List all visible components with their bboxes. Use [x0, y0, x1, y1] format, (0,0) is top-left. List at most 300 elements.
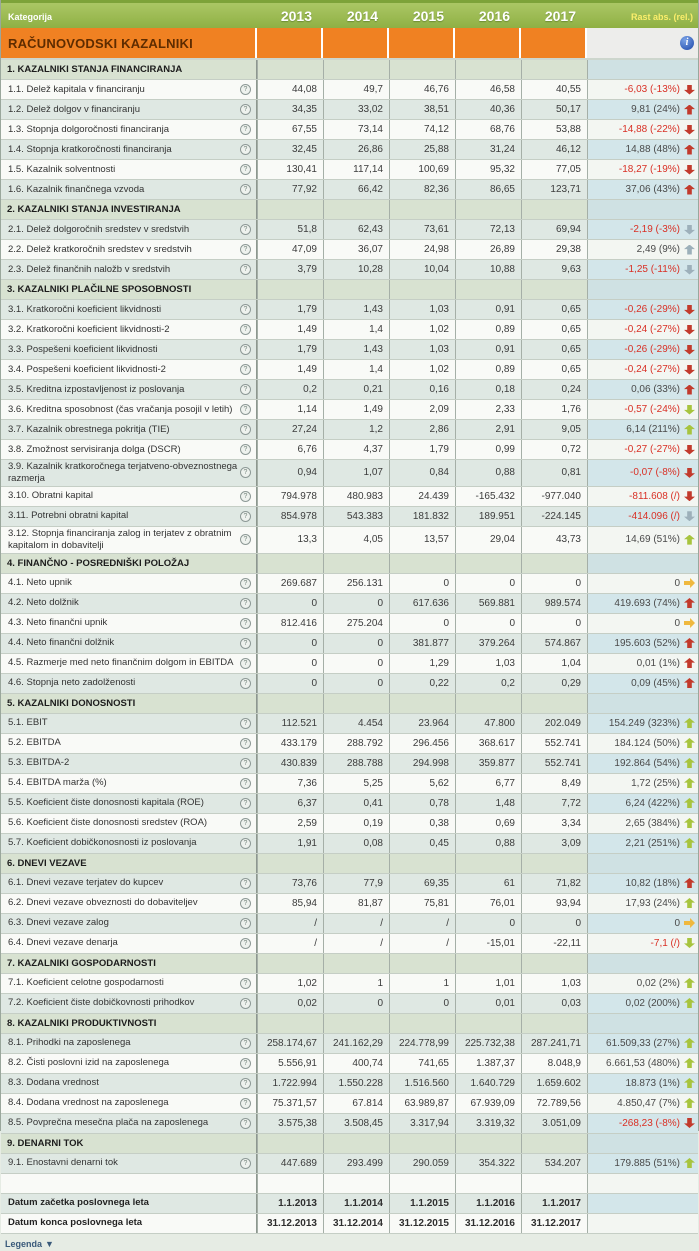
year-value: 0,88 [455, 460, 521, 486]
year-value: 43,73 [521, 527, 587, 553]
growth-cell [587, 180, 698, 199]
growth-value: 179.885 (51%) [614, 1157, 680, 1169]
trend-up-icon [684, 185, 695, 195]
year-value: 63.989,87 [389, 1094, 455, 1113]
indicator-label-cell [1, 894, 257, 913]
indicator-row [1, 714, 698, 734]
year-value: 40,36 [455, 100, 521, 119]
year-value: 0,16 [389, 380, 455, 399]
indicator-label-cell [1, 594, 257, 613]
year-value: 181.832 [389, 507, 455, 526]
help-icon[interactable]: ? [240, 838, 251, 849]
indicator-row [1, 774, 698, 794]
help-icon[interactable]: ? [240, 578, 251, 589]
year-value: 6,77 [455, 774, 521, 793]
indicator-label: 2.2. Delež kratkoročnih sredstev v sredstvih [8, 243, 192, 255]
year-value: 0,02 [257, 994, 323, 1013]
year-value: -165.432 [455, 487, 521, 506]
year-value: 24,98 [389, 240, 455, 259]
growth-cell [587, 100, 698, 119]
indicator-label: 3.7. Kazalnik obrestnega pokritja (TIE) [8, 423, 170, 435]
year-value: 95,32 [455, 160, 521, 179]
year-value: 73,14 [323, 120, 389, 139]
trend-right-icon [684, 578, 695, 588]
year-value: 1,49 [257, 320, 323, 339]
year-value: 5,62 [389, 774, 455, 793]
indicator-row [1, 734, 698, 754]
section-year-cell [455, 854, 521, 873]
indicator-label-cell [1, 974, 257, 993]
indicator-row [1, 420, 698, 440]
help-icon[interactable]: ? [240, 244, 251, 255]
growth-cell [587, 80, 698, 99]
category-header: Kategorija [8, 12, 53, 22]
growth-cell [587, 814, 698, 833]
year-value: 1.550.228 [323, 1074, 389, 1093]
trend-up-icon [684, 758, 695, 768]
section-title: 9. DENARNI TOK [1, 1134, 257, 1153]
indicator-label-cell [1, 320, 257, 339]
help-icon[interactable]: ? [240, 467, 251, 478]
indicator-row [1, 1154, 698, 1174]
footer-value: 31.12.2014 [323, 1214, 389, 1233]
year-value: 296.456 [389, 734, 455, 753]
help-icon[interactable]: ? [240, 144, 251, 155]
year-value: 1,02 [257, 974, 323, 993]
section-header-row [1, 554, 698, 574]
help-icon[interactable]: ? [240, 998, 251, 1009]
help-icon[interactable]: ? [240, 364, 251, 375]
year-value: 10,88 [455, 260, 521, 279]
trend-down-icon [684, 938, 695, 948]
year-value: 0,89 [455, 320, 521, 339]
help-icon[interactable]: ? [240, 444, 251, 455]
year-value: 2,33 [455, 400, 521, 419]
year-value: 269.687 [257, 574, 323, 593]
indicator-row [1, 674, 698, 694]
info-icon[interactable]: i [680, 36, 694, 50]
growth-value: 0 [674, 577, 680, 589]
year-value: 85,94 [257, 894, 323, 913]
section-year-cell [521, 1014, 587, 1033]
trend-up-icon [684, 738, 695, 748]
indicator-label-cell [1, 734, 257, 753]
section-year-cell [389, 694, 455, 713]
year-value: 0 [521, 574, 587, 593]
growth-cell [587, 300, 698, 319]
help-icon[interactable]: ? [240, 798, 251, 809]
help-icon[interactable]: ? [240, 818, 251, 829]
help-icon[interactable]: ? [240, 534, 251, 545]
year-value: 112.521 [257, 714, 323, 733]
section-growth-cell [587, 954, 698, 973]
year-value: 569.881 [455, 594, 521, 613]
year-value: / [323, 914, 389, 933]
trend-up-icon [684, 105, 695, 115]
year-header: 2015 [412, 8, 444, 24]
year-value: 10,28 [323, 260, 389, 279]
year-value: 5,25 [323, 774, 389, 793]
legend-label: Legenda [5, 1238, 43, 1249]
section-growth-cell [587, 60, 698, 79]
year-value: / [323, 934, 389, 953]
help-icon[interactable]: ? [240, 758, 251, 769]
trend-down-icon [684, 305, 695, 315]
trend-up-icon [684, 1078, 695, 1088]
indicator-label-cell [1, 380, 257, 399]
indicator-label: 3.2. Kratkoročni koeficient likvidnosti-2 [8, 323, 170, 335]
indicator-label-cell [1, 994, 257, 1013]
growth-cell [587, 774, 698, 793]
year-value: 1,4 [323, 320, 389, 339]
year-value: 29,38 [521, 240, 587, 259]
indicator-label: 5.7. Koeficient dobičkonosnosti iz poslovanja [8, 837, 197, 849]
indicator-label-cell [1, 120, 257, 139]
year-value: 275.204 [323, 614, 389, 633]
year-value: 5.556,91 [257, 1054, 323, 1073]
indicator-row [1, 400, 698, 420]
year-value: 8.048,9 [521, 1054, 587, 1073]
trend-down-icon [684, 405, 695, 415]
help-icon[interactable]: ? [240, 1078, 251, 1089]
year-value: 552.741 [521, 734, 587, 753]
growth-cell [587, 440, 698, 459]
indicator-row [1, 160, 698, 180]
year-value: 0,94 [257, 460, 323, 486]
help-icon[interactable]: ? [240, 898, 251, 909]
growth-value: 18.873 (1%) [625, 1077, 680, 1089]
growth-cell [587, 1094, 698, 1113]
year-value: 27,24 [257, 420, 323, 439]
indicator-label-cell [1, 507, 257, 526]
section-year-cell [455, 554, 521, 573]
year-value: 0 [257, 654, 323, 673]
help-icon[interactable]: ? [240, 638, 251, 649]
footer-value: 31.12.2016 [455, 1214, 521, 1233]
help-icon[interactable]: ? [240, 384, 251, 395]
growth-cell [587, 754, 698, 773]
indicator-row [1, 614, 698, 634]
help-icon[interactable]: ? [240, 1098, 251, 1109]
help-icon[interactable]: ? [240, 1058, 251, 1069]
section-year-cell [323, 200, 389, 219]
growth-value: 14,69 (51%) [625, 534, 680, 546]
help-icon[interactable]: ? [240, 511, 251, 522]
section-year-cell [257, 954, 323, 973]
footer-label-cell [1, 1194, 257, 1213]
indicator-label: 5.6. Koeficient čiste donosnosti sredstev (ROA) [8, 817, 208, 829]
year-value: 3.319,32 [455, 1114, 521, 1133]
growth-cell [587, 260, 698, 279]
year-value: 23.964 [389, 714, 455, 733]
year-value: 288.788 [323, 754, 389, 773]
indicator-row [1, 794, 698, 814]
year-value: 812.416 [257, 614, 323, 633]
indicator-row [1, 934, 698, 954]
year-value: 1,49 [323, 400, 389, 419]
year-value: 359.877 [455, 754, 521, 773]
help-icon[interactable]: ? [240, 304, 251, 315]
year-value: 0 [389, 574, 455, 593]
indicator-label-cell [1, 487, 257, 506]
help-icon[interactable]: ? [240, 658, 251, 669]
year-value: 49,7 [323, 80, 389, 99]
indicator-label-cell [1, 774, 257, 793]
indicator-label: 1.2. Delež dolgov v financiranju [8, 103, 141, 115]
year-value: 25,88 [389, 140, 455, 159]
year-value: 617.636 [389, 594, 455, 613]
growth-cell [587, 1034, 698, 1053]
year-value: 0,89 [455, 360, 521, 379]
help-icon[interactable]: ? [240, 491, 251, 502]
year-value: 3,34 [521, 814, 587, 833]
trend-up-icon [684, 535, 695, 545]
spacer-year-cell [323, 1174, 389, 1193]
year-value: 1,76 [521, 400, 587, 419]
growth-cell [587, 894, 698, 913]
year-value: 72,13 [455, 220, 521, 239]
trend-up-icon [684, 598, 695, 608]
help-icon[interactable]: ? [240, 778, 251, 789]
trend-up-icon [684, 678, 695, 688]
year-value: 400,74 [323, 1054, 389, 1073]
help-icon[interactable]: ? [240, 104, 251, 115]
year-value: 294.998 [389, 754, 455, 773]
growth-value: 4.850,47 (7%) [617, 1097, 680, 1109]
section-title: 1. KAZALNIKI STANJA FINANCIRANJA [1, 60, 257, 79]
indicator-label: 3.1. Kratkoročni koeficient likvidnosti [8, 303, 162, 315]
growth-cell [587, 594, 698, 613]
year-value: 4,37 [323, 440, 389, 459]
help-icon[interactable]: ? [240, 404, 251, 415]
year-value: 6,37 [257, 794, 323, 813]
section-header-row [1, 60, 698, 80]
footer-value: 1.1.2015 [389, 1194, 455, 1213]
year-value: 3.575,38 [257, 1114, 323, 1133]
footer-growth-cell [587, 1214, 698, 1233]
help-icon[interactable]: ? [240, 598, 251, 609]
indicator-label: 1.5. Kazalnik solventnosti [8, 163, 116, 175]
year-value: 0,69 [455, 814, 521, 833]
help-icon[interactable]: ? [240, 264, 251, 275]
growth-value: 2,49 (9%) [636, 244, 680, 255]
year-value: 8,49 [521, 774, 587, 793]
indicator-row [1, 100, 698, 120]
year-value: -22,11 [521, 934, 587, 953]
help-icon[interactable]: ? [240, 718, 251, 729]
year-value: 24.439 [389, 487, 455, 506]
help-icon[interactable]: ? [240, 324, 251, 335]
indicator-label-cell [1, 260, 257, 279]
section-year-cell [521, 554, 587, 573]
year-value: 0 [389, 994, 455, 1013]
year-value: 0,65 [521, 320, 587, 339]
year-value: 1,04 [521, 654, 587, 673]
indicator-label: 4.1. Neto upnik [8, 577, 72, 589]
year-value: 33,02 [323, 100, 389, 119]
indicator-row [1, 300, 698, 320]
help-icon[interactable]: ? [240, 978, 251, 989]
help-icon[interactable]: ? [240, 1038, 251, 1049]
growth-value: 9,81 (24%) [631, 104, 680, 115]
indicator-row [1, 594, 698, 614]
year-value: 1,49 [257, 360, 323, 379]
section-header-row [1, 954, 698, 974]
help-icon[interactable]: ? [240, 938, 251, 949]
legend-toggle[interactable] [1, 1234, 698, 1251]
section-year-cell [389, 1134, 455, 1153]
indicator-label: 5.4. EBITDA marža (%) [8, 777, 107, 789]
section-growth-cell [587, 694, 698, 713]
indicator-row [1, 754, 698, 774]
year-value: 1,02 [389, 320, 455, 339]
year-value: 47.800 [455, 714, 521, 733]
help-icon[interactable]: ? [240, 164, 251, 175]
section-year-cell [389, 60, 455, 79]
year-value: 0,45 [389, 834, 455, 853]
year-value: 26,86 [323, 140, 389, 159]
growth-cell [587, 527, 698, 553]
indicator-row [1, 80, 698, 100]
year-value: 1,29 [389, 654, 455, 673]
help-icon[interactable]: ? [240, 678, 251, 689]
year-header: 2014 [346, 8, 378, 24]
growth-cell [587, 240, 698, 259]
indicator-row [1, 1114, 698, 1134]
year-value: 13,57 [389, 527, 455, 553]
year-value: 0,01 [455, 994, 521, 1013]
indicator-label: 3.5. Kreditna izpostavljenost iz poslovanja [8, 383, 185, 395]
help-icon[interactable]: ? [240, 878, 251, 889]
indicator-label-cell [1, 100, 257, 119]
help-icon[interactable]: ? [240, 344, 251, 355]
year-header: 2016 [478, 8, 510, 24]
help-icon[interactable]: ? [240, 124, 251, 135]
year-value: 75.371,57 [257, 1094, 323, 1113]
year-value: 69,35 [389, 874, 455, 893]
growth-value: 6,14 (211%) [626, 424, 680, 435]
growth-cell [587, 1154, 698, 1173]
section-header-row [1, 1014, 698, 1034]
year-value: 447.689 [257, 1154, 323, 1173]
growth-value: 154.249 (323%) [608, 717, 680, 729]
footer-label: Datum konca poslovnega leta [8, 1217, 143, 1229]
section-growth-cell [587, 854, 698, 873]
year-value: 0,41 [323, 794, 389, 813]
year-value: 47,09 [257, 240, 323, 259]
year-value: 67,55 [257, 120, 323, 139]
year-value: 3,79 [257, 260, 323, 279]
trend-up-icon [684, 245, 695, 255]
growth-cell [587, 834, 698, 853]
section-year-cell [389, 280, 455, 299]
year-value: 40,55 [521, 80, 587, 99]
indicator-label: 8.3. Dodana vrednost [8, 1077, 99, 1089]
section-year-cell [455, 1134, 521, 1153]
help-icon[interactable]: ? [240, 84, 251, 95]
year-value: 1,03 [389, 300, 455, 319]
year-value: 224.778,99 [389, 1034, 455, 1053]
year-value: 26,89 [455, 240, 521, 259]
growth-value: 419.693 (74%) [614, 597, 680, 609]
indicator-label-cell [1, 360, 257, 379]
section-growth-cell [587, 280, 698, 299]
year-value: / [389, 934, 455, 953]
indicator-label-cell [1, 934, 257, 953]
section-year-cell [323, 954, 389, 973]
trend-down-icon [684, 165, 695, 175]
trend-up-icon [684, 145, 695, 155]
year-value: 0,72 [521, 440, 587, 459]
help-icon[interactable]: ? [240, 424, 251, 435]
indicator-label: 1.1. Delež kapitala v financiranju [8, 83, 145, 95]
help-icon[interactable]: ? [240, 1158, 251, 1169]
section-year-cell [521, 280, 587, 299]
year-value: 0,78 [389, 794, 455, 813]
year-value: 130,41 [257, 160, 323, 179]
year-value: 72.789,56 [521, 1094, 587, 1113]
year-value: 46,76 [389, 80, 455, 99]
help-icon[interactable]: ? [240, 184, 251, 195]
growth-value: 0,02 (200%) [625, 997, 680, 1009]
section-header-row [1, 694, 698, 714]
section-year-cell [389, 854, 455, 873]
help-icon[interactable]: ? [240, 738, 251, 749]
indicator-label: 3.11. Potrebni obratni kapital [8, 510, 129, 522]
growth-cell [587, 1114, 698, 1133]
year-value: 381.877 [389, 634, 455, 653]
indicator-label: 6.1. Dnevi vezave terjatev do kupcev [8, 877, 164, 889]
growth-value: -0,24 (-27%) [624, 364, 680, 375]
growth-value: 0 [674, 917, 680, 929]
trend-up-icon [684, 998, 695, 1008]
growth-value: -6,03 (-13%) [624, 84, 680, 95]
indicator-label-cell [1, 1034, 257, 1053]
help-icon[interactable]: ? [240, 918, 251, 929]
year-value: 50,17 [521, 100, 587, 119]
year-value: 0,88 [455, 834, 521, 853]
section-year-cell [521, 1134, 587, 1153]
growth-value: -0,27 (-27%) [624, 444, 680, 455]
indicator-label-cell [1, 240, 257, 259]
help-icon[interactable]: ? [240, 618, 251, 629]
section-title: 4. FINANČNO - POSREDNIŠKI POLOŽAJ [1, 554, 257, 573]
year-value: 0,24 [521, 380, 587, 399]
year-value: 1,4 [323, 360, 389, 379]
help-icon[interactable]: ? [240, 224, 251, 235]
indicator-row [1, 440, 698, 460]
growth-value: -2,19 (-3%) [629, 224, 680, 235]
footer-value: 1.1.2016 [455, 1194, 521, 1213]
year-value: 73,76 [257, 874, 323, 893]
year-value: 61 [455, 874, 521, 893]
year-value: 480.983 [323, 487, 389, 506]
trend-right-icon [684, 618, 695, 628]
section-year-cell [455, 60, 521, 79]
spacer-growth-cell [587, 1174, 698, 1193]
year-value: 433.179 [257, 734, 323, 753]
year-value: 0,2 [257, 380, 323, 399]
indicator-label-cell [1, 160, 257, 179]
year-value: 368.617 [455, 734, 521, 753]
indicator-row [1, 320, 698, 340]
indicator-label: 3.4. Pospešeni koeficient likvidnosti-2 [8, 363, 166, 375]
section-year-cell [389, 554, 455, 573]
help-icon[interactable]: ? [240, 1118, 251, 1129]
report-title-year-cell [257, 28, 323, 58]
year-value: 1,79 [389, 440, 455, 459]
growth-value: 184.124 (50%) [614, 737, 680, 749]
